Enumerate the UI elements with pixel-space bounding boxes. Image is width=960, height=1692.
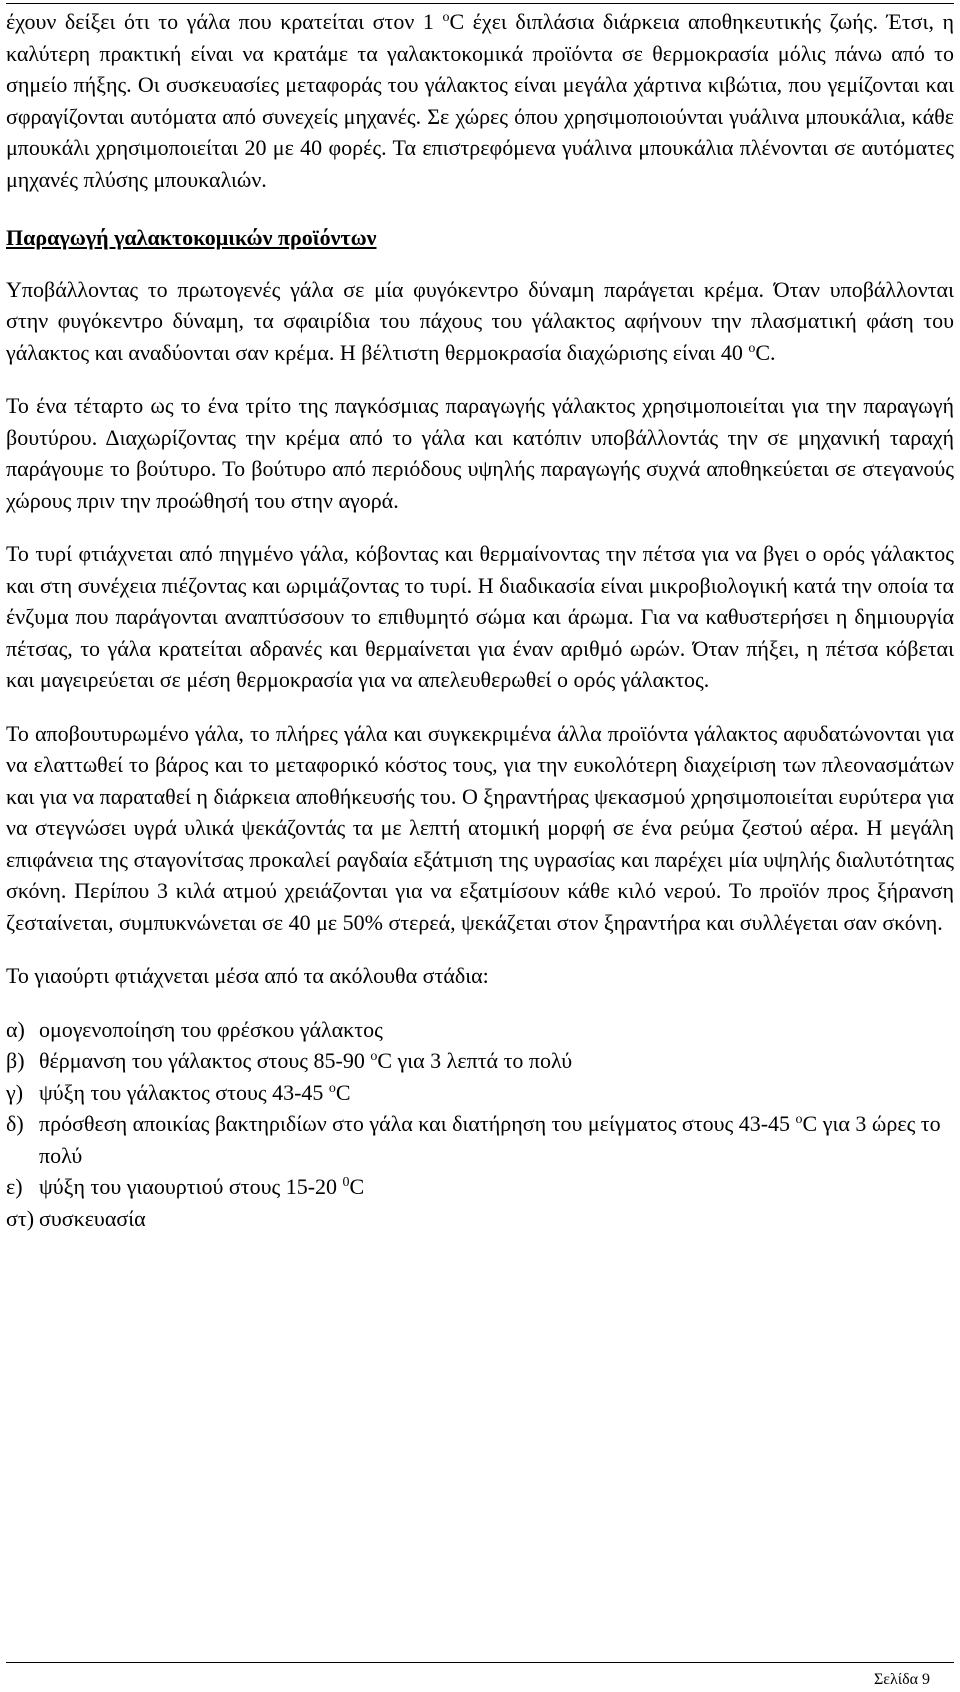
list-item-text: θέρμανση του γάλακτος στους 85-90 $^o$C για 3 λεπτά το πολύ <box>39 1048 573 1073</box>
paragraph-milk-storage <box>6 6 954 195</box>
yogurt-stages-list <box>6 1014 954 1235</box>
paragraph-text: έχουν δείξει ότι το γάλα που κρατείται στον 1 <box>6 9 443 34</box>
list-item-text: ψύξη του γιαουρτιού στους 15-20 $^0$C <box>39 1174 365 1199</box>
list-item-text: ψύξη του γάλακτος στους 43-45 $^o$C <box>39 1079 351 1105</box>
paragraph-butter: Το ένα τέταρτο ως το ένα τρίτο της παγκόσμιας παραγωγής γάλακτος χρησιμοποιείται για την παραγωγή βουτύρου. Διαχωρίζοντας την κρέμα από το γάλα και κατόπιν υποβάλλοντάς την σε μηχανική ταραχή παράγουμε το βούτυρο. Το βούτυρο από περιόδους υψηλής παραγωγής συχνά αποθηκεύεται σε στεγανούς χώρους πριν την προώθησή του στην αγορά. <box>6 393 954 513</box>
page-number: Σελίδα 9 <box>873 1671 930 1688</box>
list-item-text: συσκευασία <box>39 1205 146 1231</box>
paragraph-text: Υποβάλλοντας το πρωτογενές γάλα σε μία φυγόκεντρο δύναμη παράγεται κρέμα. Όταν υποβάλλονται στην φυγόκεντρο δύναμη, τα σφαιρίδια του πάχους του γάλακτος αφήνουν την πλασματική φάση του γάλακτος και αναδύονται σαν κρέμα. Η βέλτιστη θερμοκρασία διαχώρισης είναι 40 <box>6 276 954 365</box>
list-marker: α) <box>6 1016 25 1042</box>
list-marker: ε) <box>6 1174 23 1199</box>
list-item <box>6 1045 954 1077</box>
footer-rule <box>6 1662 954 1663</box>
section-heading: Παραγωγή γαλακτοκομικών προϊόντων <box>6 225 377 250</box>
list-item-text: ομογενοποίηση του φρέσκου γάλακτος <box>39 1016 383 1042</box>
paragraph-dried-milk: Το αποβουτυρωμένο γάλα, το πλήρες γάλα και συγκεκριμένα άλλα προϊόντα γάλακτος αφυδατώνονται για να ελαττωθεί το βάρος και το μεταφορικό κόστος τους, για την ευκολότερη διαχείριση των πλεονασμάτων και για να παραταθεί η διάρκεια αποθήκευσής του. Ο ξηραντήρας ψεκασμού χρησιμοποιείται ευρύτερα για να στεγνώσει υγρά υλικά ψεκάζοντάς τα με λεπτή ατομική μορφή σε ένα ρεύμα ζεστού αέρα. Η μεγάλη επιφάνεια της σταγονίτσας προκαλεί ραγδαία εξάτμιση της υγρασίας και παρέχει μία υψηλής διαλυτότητας σκόνη. Περίπου 3 κιλά ατμού χρειάζονται για να εξατμίσουν κάθε κιλό νερού. Το προϊόν προς ξήρανση ζεσταίνεται, συμπυκνώνεται σε 40 με 50% στερεά, ψεκάζεται στον ξηραντήρα και συλλέγεται σαν σκόνη. <box>6 720 954 935</box>
list-marker: β) <box>6 1048 25 1073</box>
list-item <box>6 1108 954 1171</box>
list-marker: στ) <box>6 1205 35 1231</box>
paragraph-text: C έχει διπλάσια διάρκεια αποθηκευτικής ζωής. Έτσι, η καλύτερη πρακτική είναι να κρατάμε τα γαλακτοκομικά προϊόντα σε θερμοκρασία μόλις πάνω από το σημείο πήξης. Οι συσκευασίες μεταφοράς του γάλακτος είναι μεγάλα χάρτινα κιβώτια, που γεμίζονται και σφραγίζονται αυτόματα από συνεχείς μηχανές. Σε χώρες όπου χρησιμοποιούνται γυάλινα μπουκάλια, κάθε μπουκάλι χρησιμοποιείται 20 με 40 φορές. Τα επιστρεφόμενα γυάλινα μπουκάλια πλένονται σε αυτόματες μηχανές πλύσης μπουκαλιών. <box>6 9 955 192</box>
degree-sup: ο <box>748 340 756 356</box>
list-marker: δ) <box>6 1111 24 1136</box>
degree-sup: ο <box>442 10 450 25</box>
paragraph-cream <box>6 274 954 369</box>
list-marker: γ) <box>6 1079 24 1105</box>
paragraph-cheese: Το τυρί φτιάχνεται από πηγμένο γάλα, κόβοντας και θερμαίνοντας την πέτσα για να βγει ο ορός γάλακτος και στη συνέχεια πιέζοντας και ωριμάζοντας το τυρί. Η διαδικασία είναι μικροβιολογική κατά την οποία τα ένζυμα που παράγονται αναπτύσσουν το επιθυμητό σώμα και άρωμα. Για να καθυστερήσει η δημιουργία πέτσας, το γάλα κρατείται αδρανές και θερμαίνεται για έναν αριθμό ωρών. Όταν πήξει, η πέτσα κόβεται και μαγειρεύεται σε μέση θερμοκρασία για να απελευθερωθεί ο ορός γάλακτος. <box>6 541 954 692</box>
paragraph-yogurt-intro: Το γιαούρτι φτιάχνεται μέσα από τα ακόλουθα στάδια: <box>6 963 489 988</box>
paragraph-text: C. <box>755 339 776 365</box>
list-item <box>6 1203 954 1235</box>
list-item <box>6 1077 954 1109</box>
list-item-text: πρόσθεση αποικίας βακτηριδίων στο γάλα και διατήρηση του μείγματος στους 43-45 $^o$C για 3 ώρες το πολύ <box>39 1111 941 1168</box>
list-item <box>6 1014 954 1046</box>
document-body <box>6 0 954 1234</box>
list-item <box>6 1171 954 1203</box>
